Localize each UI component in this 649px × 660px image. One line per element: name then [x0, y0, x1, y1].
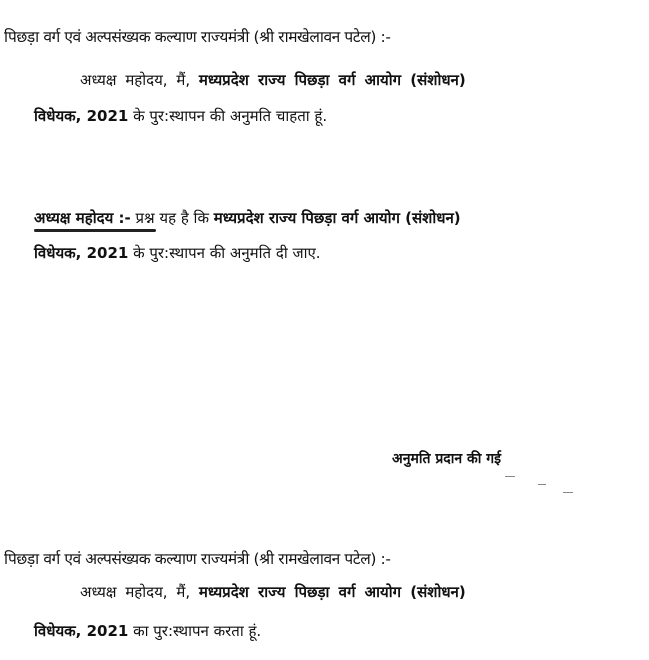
speaker-underline	[34, 229, 156, 232]
para2-line2-text: के पुर:स्थापन की अनुमति दी जाए.	[128, 244, 321, 262]
para1-line2	[34, 109, 327, 124]
scan-mark-2	[538, 484, 546, 485]
para2-line1-text: प्रश्न यह है कि	[130, 209, 214, 227]
scan-mark-1	[505, 476, 515, 477]
para1-bill-year: विधेयक, 2021	[34, 107, 129, 125]
para4-line1-text: अध्यक्ष महोदय, मैं,	[80, 583, 199, 601]
speaker-minister-1: पिछड़ा वर्ग एवं अल्पसंख्यक कल्याण राज्यमंत्री (श्री रामखेलावन पटेल) :-	[4, 28, 391, 46]
para4-bill-year: विधेयक, 2021	[34, 622, 129, 640]
speaker-speaker: अध्यक्ष महोदय :-	[34, 209, 131, 227]
para2-line1	[34, 211, 461, 226]
para4-line1	[80, 585, 466, 600]
para2-line2	[34, 246, 321, 261]
para4-bill-name: मध्यप्रदेश राज्य पिछड़ा वर्ग आयोग (संशोधन)	[198, 583, 466, 601]
para4-line2	[34, 624, 261, 639]
para1-bill-name: मध्यप्रदेश राज्य पिछड़ा वर्ग आयोग (संशोधन)	[198, 71, 466, 89]
speaker-minister-2: पिछड़ा वर्ग एवं अल्पसंख्यक कल्याण राज्यमंत्री (श्री रामखेलावन पटेल) :-	[4, 550, 391, 568]
scan-mark-3	[563, 492, 573, 493]
para2-bill-name: मध्यप्रदेश राज्य पिछड़ा वर्ग आयोग (संशोधन)	[213, 209, 461, 227]
para1-line1-text: अध्यक्ष महोदय, मैं,	[80, 71, 199, 89]
para1-line1	[80, 73, 466, 88]
leave-granted-note: अनुमति प्रदान की गई	[392, 451, 501, 467]
para2-bill-year: विधेयक, 2021	[34, 244, 129, 262]
para1-line2-text: के पुर:स्थापन की अनुमति चाहता हूं.	[128, 107, 328, 125]
para4-line2-text: का पुर:स्थापन करता हूं.	[128, 622, 262, 640]
